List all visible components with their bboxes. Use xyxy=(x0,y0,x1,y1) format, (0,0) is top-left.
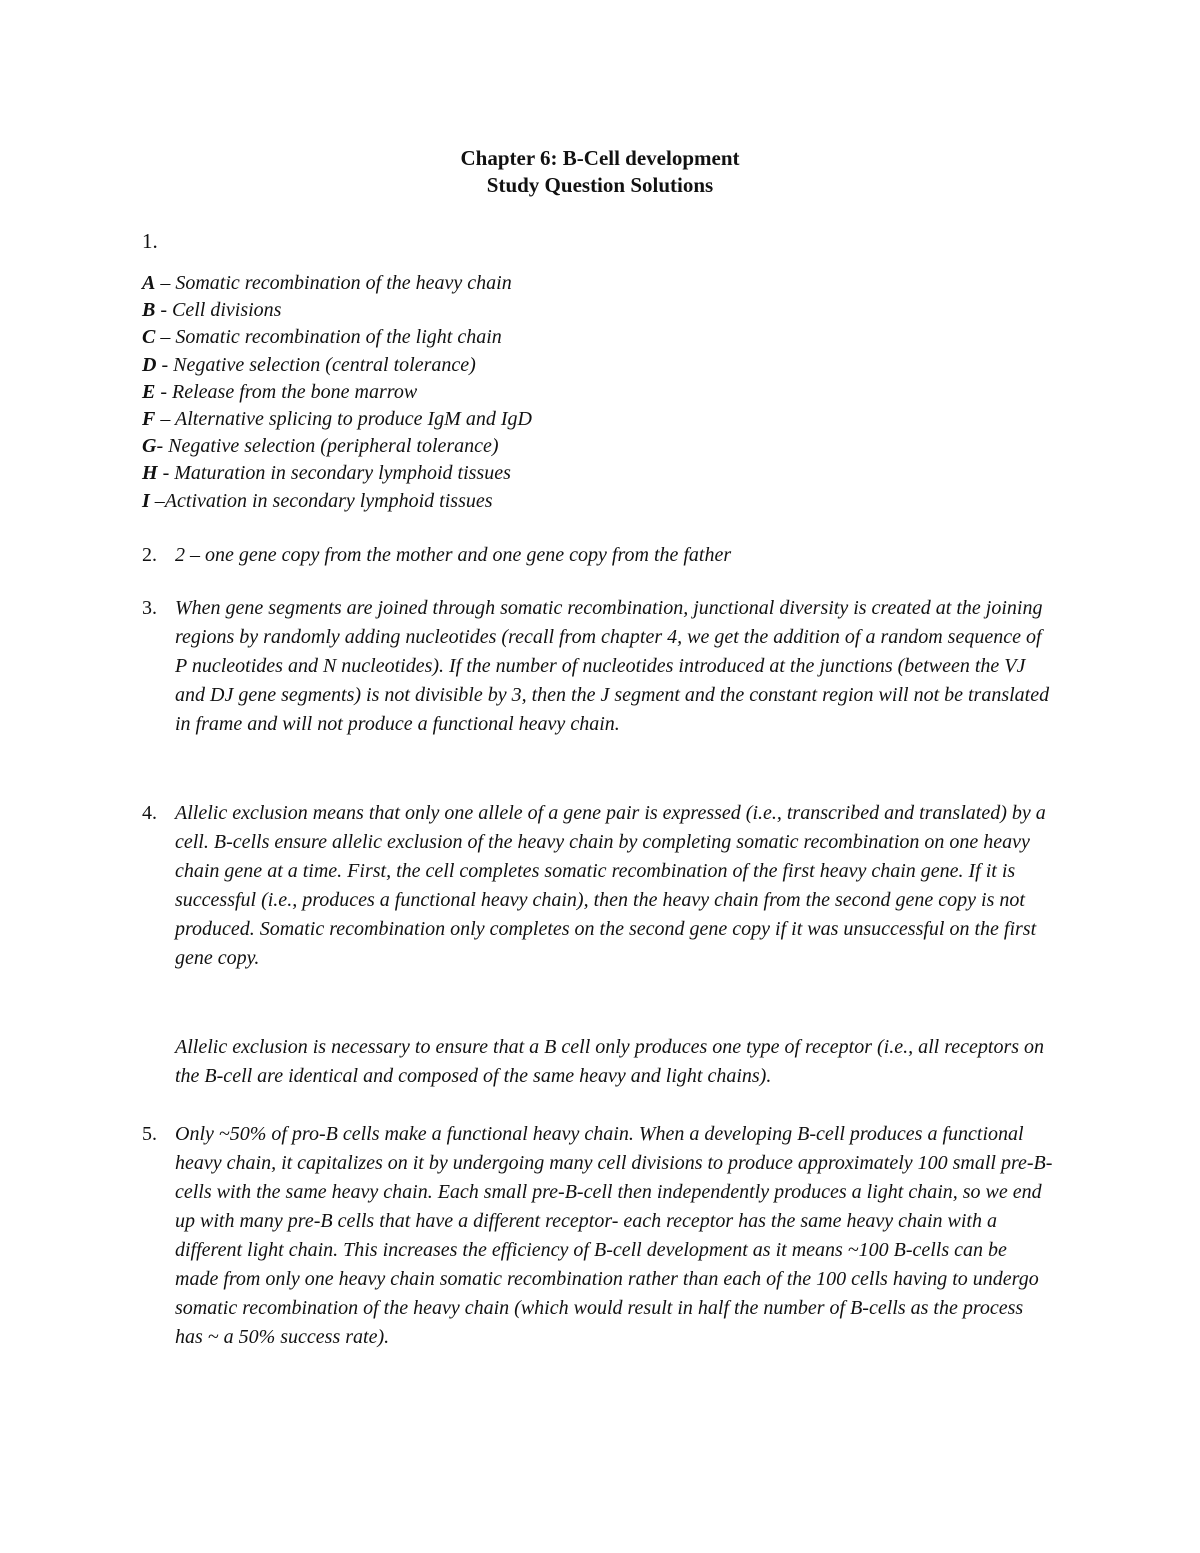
list-item-key: E xyxy=(142,380,156,403)
list-item-text: Somatic recombination of the light chain xyxy=(175,326,502,349)
question-number: 4. xyxy=(142,802,157,824)
list-item-key: B xyxy=(142,299,156,322)
list-item-separator: - xyxy=(155,299,173,322)
list-item-key: D xyxy=(142,353,157,376)
list-item-text: Release from the bone marrow xyxy=(172,380,418,403)
list-item-key: H xyxy=(142,462,158,485)
list-item xyxy=(142,352,1042,379)
list-item xyxy=(142,297,1042,324)
question-1-answer-list xyxy=(142,270,1042,515)
list-item xyxy=(142,324,1042,351)
list-item xyxy=(142,270,1042,297)
list-item-text: Negative selection (peripheral tolerance) xyxy=(168,435,499,458)
list-item-separator: - xyxy=(156,435,169,458)
list-item xyxy=(142,379,1042,406)
question-number: 3. xyxy=(142,597,157,619)
list-item-key: C xyxy=(142,326,156,349)
document-title: Chapter 6: B-Cell development xyxy=(460,146,740,170)
question-number: 2. xyxy=(142,544,157,566)
list-item-separator: – xyxy=(155,272,176,294)
answer-text: When gene segments are joined through somatic recombination, junctional diversity is created at the joining regions by randomly adding nucleotides (recall from chapter 4, we get the addition of a random sequence of P nucleotides and N nucleotides). If the number of nucleotides introduced at the junctions (between the VJ and DJ gene segments) is not divisible by 3, then the J segment and the constant region will not be translated in frame and will not produce a functional heavy chain. xyxy=(175,597,1050,735)
question-4-second-paragraph: Allelic exclusion is necessary to ensure that a B cell only produces one type of receptor (i.e., all receptors on the B-cell are identical and composed of the same heavy and light chains). xyxy=(175,1036,1045,1087)
list-item-key: A xyxy=(142,272,156,294)
question-number: 5. xyxy=(142,1123,157,1145)
list-item-separator: – xyxy=(149,489,165,512)
list-item-text: Alternative splicing to produce IgM and IgD xyxy=(174,407,532,430)
answer-text: Only ~50% of pro-B cells make a functional heavy chain. When a developing B-cell produces a functional heavy chain, it capitalizes on it by undergoing many cell divisions to produce approximately 100 small pre-B-cells with the same heavy chain. Each small pre-B-cell then independently produces a light chain, so we end up with many pre-B cells that have a different receptor- each receptor has the same heavy chain with a different light chain. This increases the efficiency of B-cell development as it means ~100 B-cells can be made from only one heavy chain somatic recombination rather than each of the 100 cells having to undergo somatic recombination of the heavy chain (which would result in half the number of B-cells as the process has ~ a 50% success rate). xyxy=(175,1123,1053,1348)
document-subtitle: Study Question Solutions xyxy=(486,173,714,197)
list-item xyxy=(142,488,1042,515)
list-item-text: Cell divisions xyxy=(172,299,282,322)
answer-text: 2 – one gene copy from the mother and one gene copy from the father xyxy=(175,544,732,566)
list-item-separator: - xyxy=(155,380,173,403)
list-item xyxy=(142,460,1042,487)
list-item-key: G xyxy=(142,435,157,458)
list-item xyxy=(142,406,1042,433)
list-item-text: Somatic recombination of the heavy chain xyxy=(175,272,512,294)
list-item-key: I xyxy=(142,489,150,512)
list-item-text: Maturation in secondary lymphoid tissues xyxy=(174,462,511,485)
list-item-separator: - xyxy=(156,353,174,376)
list-item xyxy=(142,433,1042,460)
question-1-number: 1. xyxy=(142,229,158,253)
list-item-separator: - xyxy=(157,462,175,485)
list-item-key: F xyxy=(142,407,156,430)
list-item-text: Activation in secondary lymphoid tissues xyxy=(164,489,493,512)
list-item-separator: – xyxy=(155,326,176,349)
list-item-text: Negative selection (central tolerance) xyxy=(173,353,476,376)
answer-text: Allelic exclusion means that only one allele of a gene pair is expressed (i.e., transcribed and translated) by a cell. B-cells ensure allelic exclusion of the heavy chain by completing somatic recombination on one heavy chain gene at a time. First, the cell completes somatic recombination of the first heavy chain gene. If it is successful (i.e., produces a functional heavy chain), then the heavy chain from the second gene copy is not produced. Somatic recombination only completes on the second gene copy if it was unsuccessful on the first gene copy. xyxy=(175,802,1046,969)
list-item-separator: – xyxy=(155,407,175,430)
